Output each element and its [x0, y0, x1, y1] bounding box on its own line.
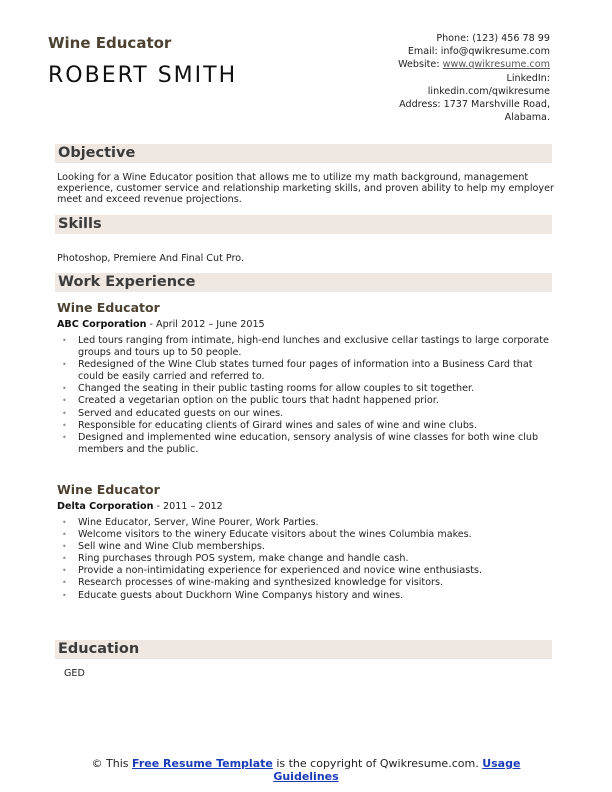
company-name: ABC Corporation [57, 319, 147, 330]
list-item: • Welcome visitors to the winery Educate visitors about the wines Columbia makes. [62, 529, 557, 541]
list-item: • Led tours ranging from intimate, high-end lunches and exclusive cellar tastings to large corporate groups and tours up to 50 people. [62, 335, 557, 359]
list-item: • Educate guests about Duckhorn Wine Companys history and wines. [62, 590, 557, 602]
list-item: • Changed the seating in their public tasting rooms for allow couples to sit together. [62, 383, 557, 395]
candidate-name: ROBERT SMITH [48, 63, 238, 88]
copyright-footer [70, 757, 542, 783]
contact-website [350, 58, 550, 71]
education-text: GED [64, 668, 85, 679]
job-title: Wine Educator [57, 482, 160, 497]
job-dates: - April 2012 – June 2015 [146, 319, 265, 330]
list-item: • Provide a non-intimidating experience for experienced and novice wine enthusiasts. [62, 565, 557, 577]
contact-address-line2: Alabama. [504, 112, 550, 124]
footer-middle: is the copyright of Qwikresume.com. [272, 757, 483, 770]
job-dates: - 2011 – 2012 [153, 501, 223, 512]
job-title: Wine Educator [57, 300, 160, 315]
contact-linkedin-label: LinkedIn: [506, 72, 550, 84]
footer-prefix: © This [91, 757, 133, 770]
skills-text: Photoshop, Premiere And Final Cut Pro. [57, 253, 244, 264]
list-item: • Created a vegetarian option on the public tours that hadnt happened prior. [62, 395, 557, 407]
usage-guidelines-link[interactable]: Usage Guidelines [273, 757, 521, 783]
objective-text: Looking for a Wine Educator position that allows me to utilize my math background, management experience, customer service and relationship marketing skills, and proven ability to help my employer meet and exceed revenue projections. [57, 172, 554, 206]
section-header-work-experience: Work Experience [55, 273, 552, 292]
job-company-line [57, 501, 223, 512]
list-item: • Responsible for educating clients of Girard wines and sales of wine and wine clubs. [62, 420, 557, 432]
contact-linkedin-value: linkedin.com/qwikresume [427, 85, 550, 97]
list-item: • Redesigned of the Wine Club states turned four pages of information into a Business Card that could be easily carried and referred to. [62, 359, 557, 383]
contact-address-line1: Address: 1737 Marshville Road, [399, 99, 550, 111]
list-item: • Ring purchases through POS system, make change and handle cash. [62, 553, 557, 565]
job-role-title: Wine Educator [48, 34, 172, 52]
company-name: Delta Corporation [57, 501, 154, 512]
list-item: • Sell wine and Wine Club memberships. [62, 541, 557, 553]
website-link[interactable]: www.qwikresume.com [442, 59, 550, 71]
list-item: • Wine Educator, Server, Wine Pourer, Work Parties. [62, 517, 557, 529]
free-resume-template-link[interactable]: Free Resume Template [132, 757, 273, 770]
list-item: • Research processes of wine-making and synthesized knowledge for visitors. [62, 577, 557, 589]
section-header-education: Education [55, 640, 552, 659]
list-item: • Designed and implemented wine education, sensory analysis of wine classes for both wine club members and the public. [62, 432, 557, 456]
list-item: • Served and educated guests on our wines. [62, 408, 557, 420]
job-bullets [62, 517, 557, 602]
contact-block [350, 32, 550, 124]
job-bullets [62, 335, 557, 456]
contact-email: Email: info@qwikresume.com [407, 46, 550, 58]
section-header-skills: Skills [55, 215, 552, 234]
website-label: Website: [398, 59, 443, 71]
contact-phone: Phone: (123) 456 78 99 [436, 33, 550, 44]
section-header-objective: Objective [55, 144, 552, 163]
job-company-line [57, 319, 265, 330]
